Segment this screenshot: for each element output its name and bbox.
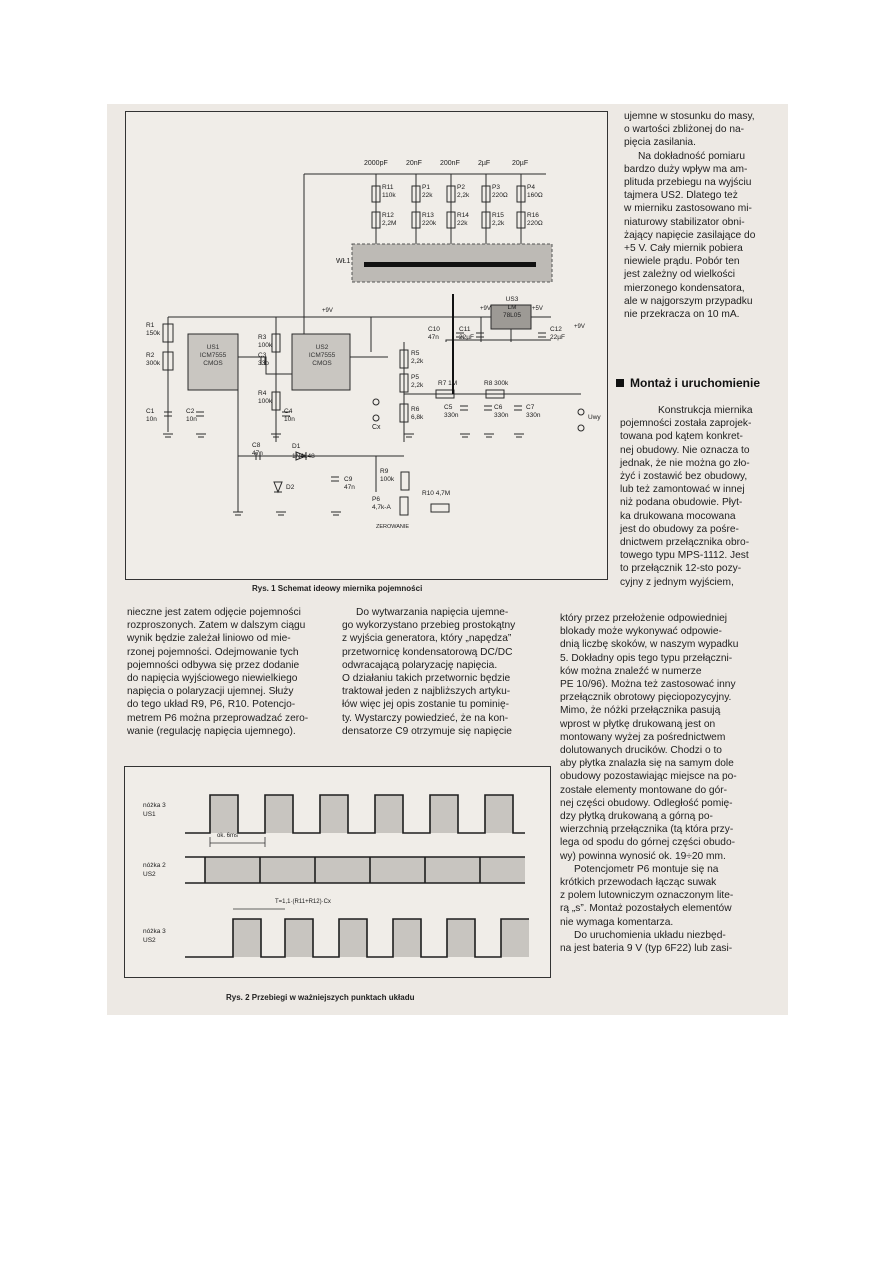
chip-us1 bbox=[196, 344, 230, 368]
right-top-line: o wartości zbliżonej do na- bbox=[624, 124, 745, 136]
label-r14: R14 22k bbox=[457, 212, 469, 227]
right-bottom-line: przełącznik obrotowy pięciopozycyjny. bbox=[560, 692, 732, 704]
right-bottom-line: montowany wyżej za pośrednictwem bbox=[560, 731, 726, 743]
right-bottom-line: dnią liczbę skoków, w naszym wypadku bbox=[560, 639, 739, 651]
right-mid-line: lub też zamontować w innej bbox=[620, 484, 745, 496]
middle-line: traktował jeden z najbliższych artyku- bbox=[342, 686, 511, 698]
chip-us2-part: ICM7555 bbox=[308, 352, 336, 359]
right-bottom-line: rą „s”. Montaż pozostałych elementów bbox=[560, 903, 732, 915]
right-bottom-line: Potencjometr P6 montuje się na bbox=[574, 863, 719, 875]
label-vp9c: +9V bbox=[322, 308, 333, 314]
chip-us3-name: US3 bbox=[505, 296, 519, 303]
wave-label-us2-pin3 bbox=[143, 927, 166, 945]
left-line: do napięcia wyjściowego niewielkiego bbox=[127, 673, 298, 685]
label-vp9a: +9V bbox=[480, 306, 491, 312]
middle-line: przetwornicę kondensatorową DC/DC bbox=[342, 646, 513, 658]
right-mid-line: dnictwem przełącznika obro- bbox=[620, 537, 750, 549]
right-bottom-line: 5. Dokładny opis tego typu przełączni- bbox=[560, 652, 733, 664]
label-p3: P3 220Ω bbox=[492, 184, 508, 199]
right-bottom-line: nie wymaga komentarza. bbox=[560, 916, 674, 928]
label-c10: C10 47n bbox=[428, 326, 440, 341]
label-c5: C5 330n bbox=[444, 404, 459, 419]
right-bottom-line: dzy płytką drukowaną a górną po- bbox=[560, 811, 713, 823]
label-p1: P1 22k bbox=[422, 184, 433, 199]
label-c11: C11 22µF bbox=[459, 326, 474, 341]
label-r11: R11 110k bbox=[382, 184, 396, 199]
cap-label-20uf: 20µF bbox=[512, 160, 529, 167]
right-top-line: tajmera US2. Dlatego też bbox=[624, 190, 738, 202]
right-top-line: +5 V. Cały miernik pobiera bbox=[624, 243, 743, 255]
section-heading-text: Montaż i uruchomienie bbox=[630, 376, 761, 390]
right-bottom-line: Mimo, że nóżki przełącznika pasują bbox=[560, 705, 721, 717]
left-line: wynik będzie zależał liniowo od mie- bbox=[127, 633, 291, 645]
right-bottom-line: wprost w płytkę drukowaną jest on bbox=[560, 718, 716, 730]
wave-label-us1-chip: US1 bbox=[143, 811, 156, 818]
waveform-figure bbox=[124, 766, 551, 978]
left-line: pojemności odbywa się przez dodanie bbox=[127, 659, 300, 671]
label-r6: R6 6,8k bbox=[411, 406, 424, 421]
right-top-line: plituda przebiegu na wyjściu bbox=[624, 177, 752, 189]
waveform-diagram bbox=[125, 767, 550, 977]
figure1-caption: Rys. 1 Schemat ideowy miernika pojemności bbox=[252, 584, 423, 593]
right-bottom-line: Do uruchomienia układu niezbęd- bbox=[574, 929, 726, 941]
chip-us3 bbox=[498, 296, 526, 320]
label-c9: C9 47n bbox=[344, 476, 355, 491]
bullet-square-icon bbox=[616, 379, 624, 387]
label-p5: P5 2,2k bbox=[411, 374, 424, 389]
middle-line: ty. Wystarczy powiedzieć, że na kon- bbox=[342, 712, 509, 724]
right-top-line: mierzonego kondensatora, bbox=[624, 282, 745, 294]
right-bottom-line: PE 10/96). Można też zastosować inny bbox=[560, 679, 736, 691]
right-top-line: ale w najgorszym przypadku bbox=[624, 295, 753, 307]
figure2-caption: Rys. 2 Przebiegi w ważniejszych punktach układu bbox=[226, 993, 415, 1002]
chip-us3-part: LM bbox=[507, 304, 517, 311]
label-c1: C1 10n bbox=[146, 408, 157, 423]
middle-line: Do wytwarzania napięcia ujemne- bbox=[356, 607, 509, 618]
chip-us1-name: US1 bbox=[206, 344, 220, 351]
right-mid-line: towana pod kątem konkret- bbox=[620, 431, 743, 443]
left-line: rzonej pojemności. Odejmowanie tych bbox=[127, 646, 299, 658]
right-bottom-line: obudowy pozostawiając miejsce na po- bbox=[560, 771, 737, 783]
label-vp9b: +9V bbox=[574, 324, 585, 330]
right-top-line: Na dokładność pomiaru bbox=[638, 150, 746, 162]
middle-column-text bbox=[342, 606, 552, 738]
section-heading bbox=[616, 376, 760, 390]
left-line: napięcia o polaryzacji ujemnej. Służy bbox=[127, 686, 294, 698]
right-top-line: żający napięcie zasilające do bbox=[624, 229, 756, 241]
label-zerowanie: ZEROWANIE bbox=[376, 524, 410, 530]
label-r2: R2 300k bbox=[146, 352, 161, 367]
right-bottom-line: aby płytka znalazła się na samym dole bbox=[560, 758, 734, 770]
right-mid-line: Konstrukcja miernika bbox=[658, 405, 753, 416]
right-top-line: bardzo duży wpływ ma am- bbox=[624, 163, 748, 175]
wave-label-us2-pin2 bbox=[143, 861, 166, 879]
right-top-line: ujemne w stosunku do masy, bbox=[624, 111, 755, 122]
right-mid-line: pojemności została zaprojek- bbox=[620, 418, 752, 430]
chip-us2-tech: CMOS bbox=[312, 360, 332, 367]
label-c6: C6 330n bbox=[494, 404, 509, 419]
middle-line: O działaniu takich przetwornic będzie bbox=[342, 673, 511, 685]
middle-line: densatorze C9 otrzymuje się napięcie bbox=[342, 725, 512, 737]
right-bottom-line: wierzchnią przełącznika (tą która przy- bbox=[560, 824, 734, 836]
right-bottom-line: na jest bateria 9 V (typ 6F22) lub zasi- bbox=[560, 943, 733, 955]
right-column-bottom-text bbox=[560, 612, 772, 955]
right-bottom-line: wy) powinna wynosić ok. 19÷20 mm. bbox=[560, 850, 726, 862]
right-top-line: niewiele prądu. Pobór ten bbox=[624, 256, 740, 268]
cap-label-200nf: 200nF bbox=[440, 160, 460, 167]
label-r15: R15 2,2k bbox=[492, 212, 505, 227]
right-mid-line: ka drukowana mocowana bbox=[620, 510, 736, 522]
label-r8: R8 300k bbox=[484, 380, 509, 387]
wave-label-us1-pin3 bbox=[143, 801, 166, 819]
left-line: nieczne jest zatem odjęcie pojemności bbox=[127, 607, 301, 618]
left-line: metrem P6 można przeprowadzać zero- bbox=[127, 712, 309, 724]
wave-label-us2-pin2-pin: nóżka 2 bbox=[143, 862, 166, 869]
middle-line: z wyjścia generatora, który „napędza” bbox=[342, 633, 512, 645]
label-r4: R4 100k bbox=[258, 390, 273, 405]
left-line: wanie (regulację napięcia ujemnego). bbox=[127, 725, 296, 737]
right-top-line: nie przekracza on 10 mA. bbox=[624, 309, 740, 321]
label-c2: C2 10n bbox=[186, 408, 197, 423]
label-p2: P2 2,2k bbox=[457, 184, 470, 199]
right-mid-line: jest do obudowy za pośre- bbox=[620, 523, 739, 535]
wave-label-us2-pin2-chip: US2 bbox=[143, 871, 156, 878]
label-r7: R7 1M bbox=[438, 380, 458, 387]
wave-label-us2-pin3-chip: US2 bbox=[143, 937, 156, 944]
label-uwy: Uwy bbox=[588, 414, 601, 421]
right-top-line: niaturowy stabilizator obni- bbox=[624, 216, 745, 228]
right-bottom-line: zostałe elementy montowane do gór- bbox=[560, 784, 728, 796]
right-top-line: w mierniku zastosowano mi- bbox=[624, 203, 752, 215]
right-bottom-line: dolutowanych drucików. Chodzi o to bbox=[560, 745, 722, 757]
label-wl1: WŁ1 bbox=[336, 258, 351, 265]
label-r16: R16 220Ω bbox=[527, 212, 543, 227]
left-line: rozproszonych. Zatem w dalszym ciągu bbox=[127, 620, 306, 632]
label-vp5: +5V bbox=[532, 306, 543, 312]
right-top-line: pięcia zasilania. bbox=[624, 137, 696, 149]
right-bottom-line: ków można znaleźć w numerze bbox=[560, 665, 702, 677]
label-r12: R12 2,2M bbox=[382, 212, 397, 227]
label-r13: R13 220k bbox=[422, 212, 437, 227]
label-c7: C7 330n bbox=[526, 404, 541, 419]
label-r1: R1 150k bbox=[146, 322, 161, 337]
label-p6: P6 4,7k-A bbox=[372, 496, 391, 511]
middle-line: odwracającą polaryzację napięcia. bbox=[342, 659, 498, 671]
right-bottom-line: krótkich przewodach łącząc suwak bbox=[560, 877, 717, 889]
chip-us3-reg: 78L05 bbox=[502, 312, 522, 319]
left-column-text bbox=[127, 606, 333, 738]
label-r3: R3 100k bbox=[258, 334, 273, 349]
wave-formula: T=1,1·(R11+R12)·Cx bbox=[275, 899, 331, 905]
label-c8: C8 47n bbox=[252, 442, 263, 457]
right-bottom-line: nej części obudowy. Odległość pomię- bbox=[560, 797, 733, 809]
right-mid-line: nej obudowy. Nie oznacza to bbox=[620, 444, 750, 456]
wave-label-us2-pin3-pin: nóżka 3 bbox=[143, 928, 166, 935]
middle-line: go wykorzystano przebieg prostokątny bbox=[342, 620, 516, 632]
right-bottom-line: który przez przełożenie odpowiedniej bbox=[560, 613, 728, 624]
label-d2: D2 bbox=[286, 484, 295, 491]
label-d1: D1 1N4148 bbox=[292, 443, 315, 460]
chip-us2-name: US2 bbox=[315, 344, 329, 351]
right-column-top-text bbox=[624, 110, 772, 321]
label-c3: C3 33p bbox=[258, 352, 269, 367]
label-r5: R5 2,2k bbox=[411, 350, 424, 365]
right-mid-line: to przełącznik 12-sto pozy- bbox=[620, 563, 742, 575]
left-line: do tego układ R9, P6, R10. Potencjo- bbox=[127, 699, 296, 711]
right-top-line: jest zależny od wielkości bbox=[624, 269, 735, 281]
right-mid-line: jednak, że nie można go zło- bbox=[620, 457, 750, 469]
label-r9: R9 100k bbox=[380, 468, 395, 483]
right-mid-line: towego typu MPS-1112. Jest bbox=[620, 550, 749, 562]
label-p4: P4 160Ω bbox=[527, 184, 543, 199]
label-c4: C4 10n bbox=[284, 408, 295, 423]
cap-label-2000pf: 2000pF bbox=[364, 160, 388, 167]
cap-label-20nf: 20nF bbox=[406, 160, 422, 167]
right-mid-line: żyć i zostawić bez obudowy, bbox=[620, 471, 748, 483]
right-bottom-line: blokady może wykonywać odpowie- bbox=[560, 626, 722, 638]
wave-period-label: ok. 6ms bbox=[217, 833, 239, 839]
wave-label-us1-pin: nóżka 3 bbox=[143, 802, 166, 809]
right-mid-line: cyjny z jednym wyjściem, bbox=[620, 576, 734, 588]
label-c12: C12 22µF bbox=[550, 326, 565, 341]
label-r10: R10 4,7M bbox=[422, 490, 451, 497]
middle-line: łów więc jej opis zostanie tu pominię- bbox=[342, 699, 510, 711]
label-cx: Cx bbox=[372, 424, 381, 431]
chip-us2 bbox=[302, 344, 342, 368]
right-column-mid-text bbox=[620, 404, 770, 589]
chip-us1-part: ICM7555 bbox=[199, 352, 227, 359]
right-mid-line: niż podana obudowie. Płyt- bbox=[620, 497, 743, 509]
cap-label-2uf: 2µF bbox=[478, 160, 491, 167]
right-bottom-line: z polem lutowniczym oznaczonym lite- bbox=[560, 890, 734, 902]
right-bottom-line: lega od spodu do górnej części obudo- bbox=[560, 837, 736, 849]
schematic-figure bbox=[125, 111, 608, 580]
chip-us1-tech: CMOS bbox=[203, 360, 223, 367]
